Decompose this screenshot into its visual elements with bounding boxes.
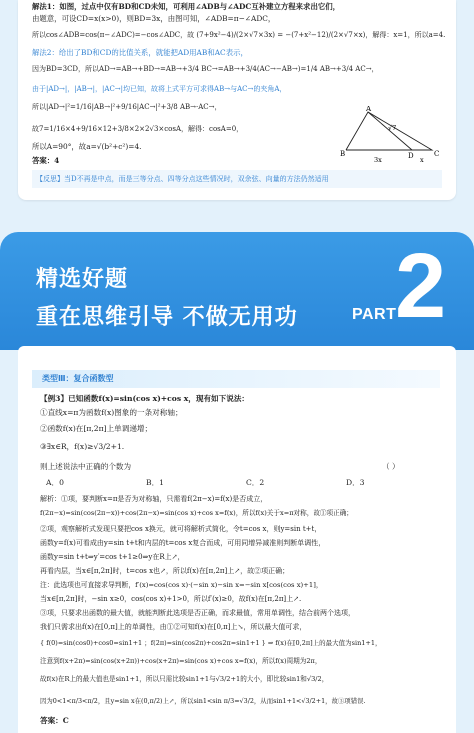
reflection-box [32, 170, 442, 188]
analysis-line: 我们只需求出f(x)在[0,π]上的单调性，由①②可知f(x)在[0,π]上↘，所以最大值可求， [40, 623, 307, 631]
analysis-line: 注：此选项也可直接求导判断，f′(x)=cos(cos x)·(−sin x)−sin x=−sin x[cos(cos x)+1]， [40, 581, 323, 589]
analysis-line: 注意到f(x+2π)=sin(cos(x+2π))+cos(x+2π)=sin(cos x)+cos x=f(x)，所以f(x)周期为2π， [40, 657, 322, 665]
statement-3: ③∃x∈R，f(x)≥√3/2+1. [40, 442, 125, 451]
label-sqrt7: √7 [388, 124, 397, 132]
analysis-line: 函数y=f(x)可看成由y=sin t+t和内层的t=cos x复合而成，可用同增异减准则判断单调性， [40, 539, 326, 547]
solution-line: 由于|AD→|，|AB→|，|AC→|均已知，故将上式平方可求得AB→与AC→的夹角A， [32, 85, 287, 93]
analysis-line: 再看内层，当x∈[π,2π]时，t=cos x也↗，所以f(x)在[π,2π]上↗，故②项正确； [40, 567, 290, 575]
solution-line: 所以cos∠ADB=cos(π−∠ADC)=−cos∠ADC，故 (7+9x²−4)/(2×√7×3x) = −(7+x²−12)/(2×√7×x)，解得：x=1，所以a=4. [32, 31, 446, 39]
analysis-line: 函数y=sin t+t⇒y′=cos t+1≥0⇒y在R上↗， [40, 553, 185, 561]
label-b: B [340, 150, 346, 158]
solution-line: 所以|AD→|²=1/16|AB→|²+9/16|AC→|²+3/8 AB→·AC→， [32, 103, 222, 111]
statement-1: ①直线x=π为函数f(x)图象的一条对称轴； [40, 408, 183, 417]
header-subtitle: 重在思维引导 不做无用功 [36, 305, 298, 330]
solution-line: 由题意，可设CD=x(x>0)，则BD=3x，由图可知，∠ADB=π−∠ADC， [32, 14, 276, 23]
question-prompt: 则上述说法中正确的个数为 [40, 462, 132, 471]
label-c: C [434, 150, 440, 158]
option-d: D．3 [346, 478, 365, 487]
label-d: D [408, 152, 414, 160]
label-a: A [366, 106, 372, 113]
header-title: 精选好题 [36, 267, 129, 292]
solution-line: 所以A=90°，故a=√(b²+c²)=4. [32, 142, 142, 151]
solution-line: 解法1：如图，过点中仅有BD和CD未知，可利用∠ADB与∠ADC互补建立方程来求出它们， [32, 2, 341, 11]
option-c: C．2 [246, 478, 265, 487]
reflection-text: 【反思】当D不再是中点，而是三等分点、四等分点这些情况时，双余弦、向量的方法仍然适用 [36, 175, 329, 183]
answer-paren: （ ） [382, 462, 400, 471]
solution-line: 解法2：给出了BD和CD的比值关系，就能把AD用AB和AC表示， [32, 48, 248, 57]
solution-line: 因为BD=3CD，所以AD→=AB→+BD→=AB→+3/4 BC→=AB→+3/4(AC→−AB→)=1/4 AB→+3/4 AC→， [32, 65, 379, 73]
analysis-line: 因为0<1<π/3<π/2，且y=sin x在(0,π/2)上↗，所以sin1<sin π/3=√3/2，从而sin1+1<√3/2+1，故③项错误. [40, 697, 366, 705]
analysis-line: ③项，只要求出函数的最大值，就能判断此选项是否正确，而求最值，常用单调性，结合前两个选项， [40, 609, 355, 617]
answer-line: 答案：4 [32, 156, 60, 165]
label-3x: 3x [374, 156, 382, 164]
analysis-line: 故f(x)在R上的最大值也是sin1+1，所以只需比较sin1+1与√3/2+1的大小，即比较sin1和√3/2， [40, 675, 329, 683]
part-label: PART [352, 306, 397, 323]
part-number: 2 [395, 235, 447, 337]
option-a: A．0 [46, 478, 64, 487]
problem-stem: 【例3】已知函数f(x)=sin(cos x)+cos x，现有如下说法： [40, 394, 250, 403]
analysis-line: 解析：①项，要判断x=π是否为对称轴，只需看f(2π−x)=f(x)是否成立， [40, 495, 268, 503]
final-answer: 答案：C [40, 716, 69, 725]
analysis-line: { f(0)=sin(cos0)+cos0=sin1+1 ；f(2π)=sin(cos2π)+cos2π=sin1+1 } ⇒ f(x)在[0,2π]上的最大值为sin1+1， [40, 639, 382, 647]
option-b: B．1 [146, 478, 165, 487]
label-x: x [420, 156, 424, 164]
analysis-line: ②项，观察解析式发现只要把cos x换元，就可将解析式简化，令t=cos x，则y=sin t+t， [40, 525, 322, 533]
statement-2: ②函数f(x)在[π,2π]上单调递增； [40, 424, 153, 433]
section-tag: 类型Ⅲ：复合函数型 [32, 370, 440, 388]
analysis-line: f(2π−x)=sin(cos(2π−x))+cos(2π−x)=sin(cos x)+cos x=f(x)，所以f(x)关于x=π对称，故①项正确； [40, 509, 353, 517]
solution-line: 故7=1/16×4+9/16×12+3/8×2×2√3×cosA，解得：cosA=0， [32, 125, 244, 133]
analysis-line: 当x∈[π,2π]时，−sin x≥0，cos(cos x)+1>0，所以f′(x)≥0，故f(x)在[π,2π]上↗. [40, 595, 302, 603]
triangle-figure [340, 106, 440, 164]
